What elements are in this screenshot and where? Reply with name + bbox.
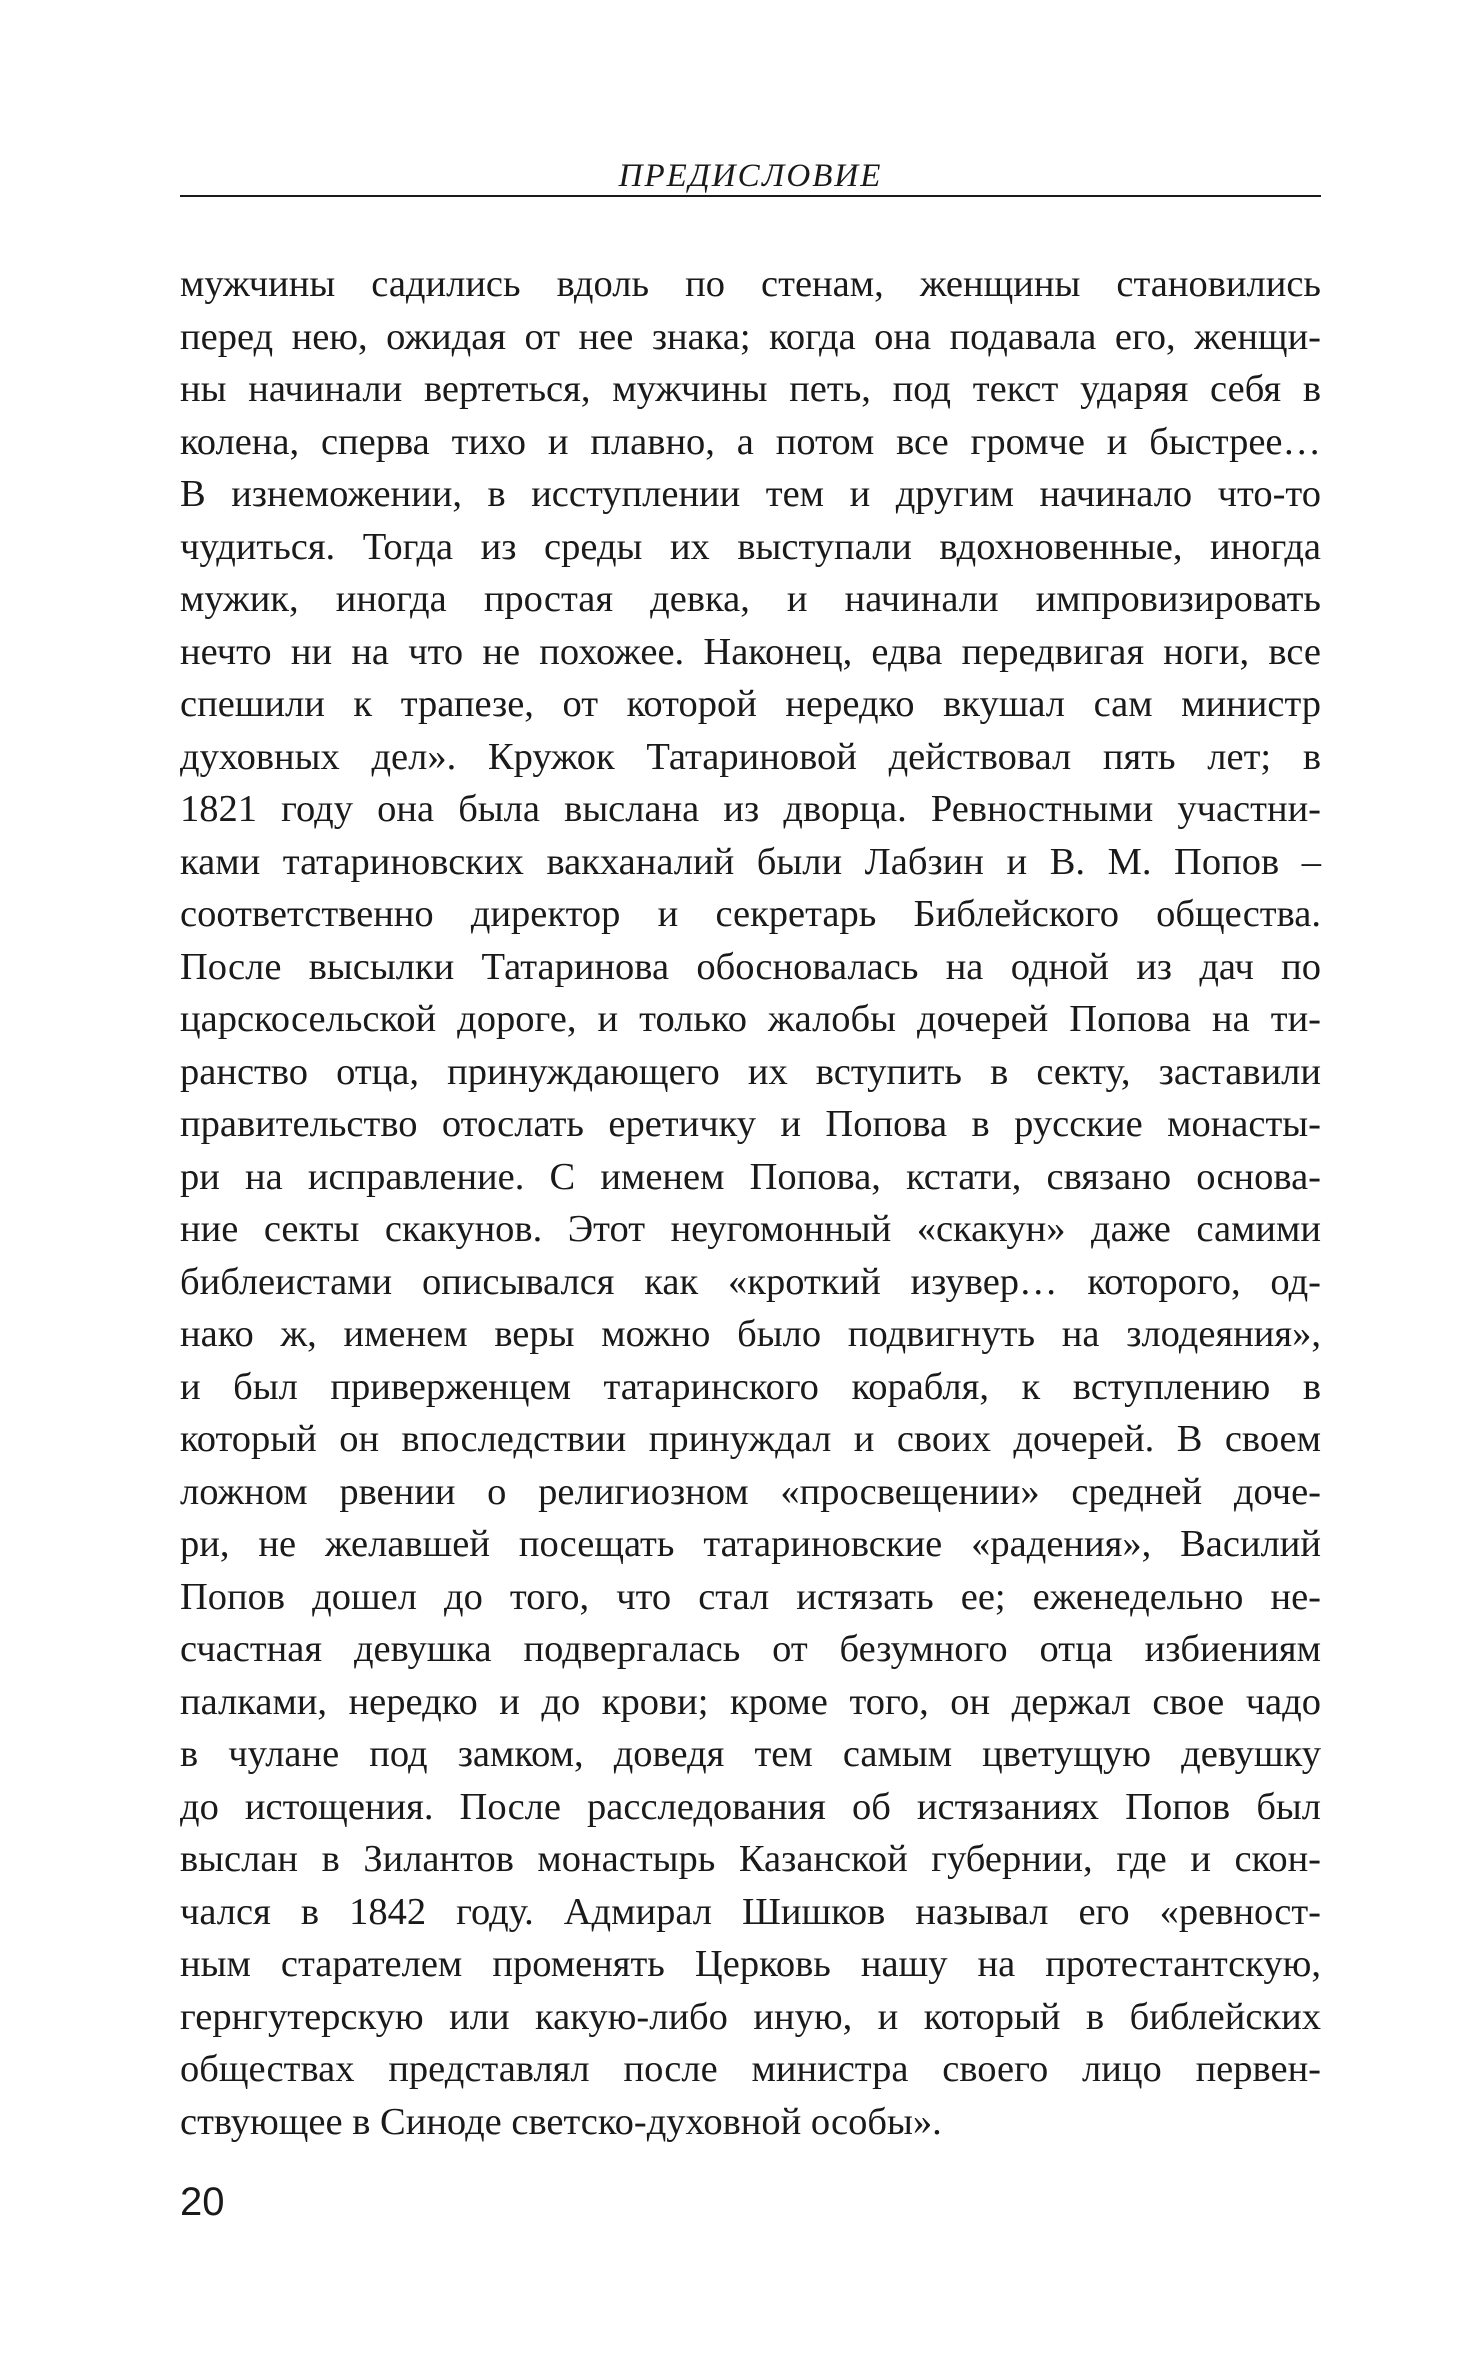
text-line: После высылки Татаринова обосновалась на одной из дач по <box>180 945 1321 988</box>
text-line: который он впоследствии принуждал и своих дочерей. В своем <box>180 1418 1321 1460</box>
text-line: обществах представлял после министра своего лицо первен- <box>180 2048 1321 2090</box>
text-line: ранство отца, принуждающего их вступить в секту, заставили <box>180 1050 1321 1093</box>
text-line: гернгутерскую или какую-либо иную, и который в библейских <box>180 1995 1321 2038</box>
text-line: соответственно директор и секретарь Библейского общества. <box>180 893 1321 935</box>
text-line: мужчины садились вдоль по стенам, женщины становились <box>180 263 1321 305</box>
text-line: ны начинали вертеться, мужчины петь, под текст ударяя себя в <box>180 368 1321 410</box>
text-line: Попов дошел до того, что стал истязать ее; еженедельно не- <box>180 1575 1321 1618</box>
text-line: царскосельской дороге, и только жалобы дочерей Попова на ти- <box>180 998 1321 1040</box>
body-text <box>180 258 1321 2148</box>
text-line: нечто ни на что не похожее. Наконец, едва передвигая ноги, все <box>180 630 1321 673</box>
text-line: счастная девушка подвергалась от безумного отца избиениям <box>180 1628 1321 1670</box>
text-line: В изнеможении, в исступлении тем и другим начинало что-то <box>180 473 1321 515</box>
text-line: перед нею, ожидая от нее знака; когда она подавала его, женщи- <box>180 315 1321 358</box>
text-line: в чулане под замком, доведя тем самым цветущую девушку <box>180 1733 1321 1775</box>
text-line: спешили к трапезе, от которой нередко вкушал сам министр <box>180 683 1321 725</box>
text-line: мужик, иногда простая девка, и начинали импровизировать <box>180 578 1321 620</box>
text-line: выслан в Зилантов монастырь Казанской губернии, где и скон- <box>180 1838 1321 1880</box>
text-line: нако ж, именем веры можно было подвигнуть на злодеяния», <box>180 1313 1321 1355</box>
text-line: ным старателем променять Церковь нашу на протестантскую, <box>180 1943 1321 1985</box>
text-line: духовных дел». Кружок Татариновой действовал пять лет; в <box>180 735 1321 778</box>
text-line: ками татариновских вакханалий были Лабзин и В. М. Попов – <box>180 840 1321 883</box>
text-line: 1821 году она была выслана из дворца. Ревностными участни- <box>180 788 1321 830</box>
text-line: и был приверженцем татаринского корабля, к вступлению в <box>180 1365 1321 1408</box>
text-line: палками, нередко и до крови; кроме того, он держал свое чадо <box>180 1680 1321 1723</box>
running-head: ПРЕДИСЛОВИЕ <box>618 158 883 194</box>
text-line: до истощения. После расследования об истязаниях Попов был <box>180 1785 1321 1828</box>
text-line: колена, сперва тихо и плавно, а потом все громче и быстрее… <box>180 420 1321 463</box>
text-line: ри на исправление. С именем Попова, кстати, связано основа- <box>180 1155 1321 1198</box>
text-line: ри, не желавшей посещать татариновские «радения», Василий <box>180 1523 1321 1565</box>
text-line: ложном рвении о религиозном «просвещении» средней доче- <box>180 1470 1321 1513</box>
header-rule <box>180 195 1321 197</box>
text-line: чудиться. Тогда из среды их выступали вдохновенные, иногда <box>180 525 1321 568</box>
page-number: 20 <box>180 2180 225 2224</box>
text-line: библеистами описывался как «кроткий изувер… которого, од- <box>180 1260 1321 1303</box>
text-line: ние секты скакунов. Этот неугомонный «скакун» даже самими <box>180 1208 1321 1250</box>
text-line: правительство отослать еретичку и Попова в русские монасты- <box>180 1103 1321 1145</box>
text-line: чался в 1842 году. Адмирал Шишков называл его «ревност- <box>180 1890 1321 1933</box>
text-line: ствующее в Синоде светско-духовной особы». <box>180 2100 942 2143</box>
